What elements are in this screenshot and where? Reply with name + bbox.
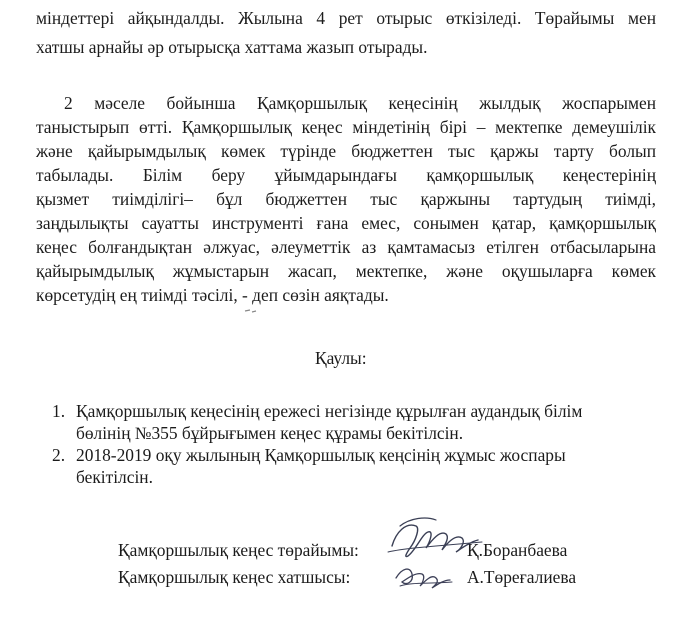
paragraph-line: кеңес болғандықтан әлжуас, әлеуметтік аз қамтамасыз етілген отбасыларына xyxy=(36,237,656,257)
secretary-role-label: Қамқоршылық кеңес хатшысы: xyxy=(118,567,351,587)
paragraph-line: көрсетудің ең тиімді тәсілі, - деп сөзін аяқтады. xyxy=(36,285,389,305)
list-item-line: бекітілсін. xyxy=(76,467,153,487)
secretary-handwritten-signature xyxy=(392,560,456,594)
list-number: 1. xyxy=(52,401,66,421)
list-item-line: Қамқоршылық кеңесінің ережесі негізінде құрылған аудандық білім xyxy=(76,401,583,421)
paragraph-line: таныстырып өтті. Қамқоршылық кеңес міндетінің бірі – мектепке демеушілік xyxy=(36,117,656,137)
paragraph-line: және қайырымдылық көмек түрінде бюджеттен тыс қаржы тарту болып xyxy=(36,141,656,161)
paragraph-line: заңдылықты сауатты инструменті ғана емес, сонымен қатар, қамқоршылық xyxy=(36,213,656,233)
list-item-line: 2018-2019 оқу жылының Қамқоршылық кеңсінің жұмыс жоспары xyxy=(76,445,566,465)
chair-role-label: Қамқоршылық кеңес төрайымы: xyxy=(118,540,359,560)
secretary-name: А.Төреғалиева xyxy=(467,567,577,587)
paragraph-line: міндеттері айқындалды. Жылына 4 рет отырыс өткізіледі. Төрайымы мен xyxy=(36,8,656,28)
paragraph-line: қызмет тиімділігі– бұл бюджеттен тыс қаржыны тартудың тиімді, xyxy=(36,189,656,209)
paragraph-line: табылады. Білім беру ұйымдарындағы қамқоршылық кеңестерінің xyxy=(36,165,656,185)
chair-name: Қ.Боранбаева xyxy=(467,540,568,560)
scan-speck xyxy=(244,308,258,314)
paragraph-line: қайырымдылық жұмыстарын жасап, мектепке, және оқушыларға көмек xyxy=(36,261,656,281)
list-item-line: бөлінің №355 бұйрығымен кеңес құрамы бекітілсін. xyxy=(76,423,464,443)
resolution-heading: Қаулы: xyxy=(315,348,367,368)
paragraph-line: 2 мәселе бойынша Қамқоршылық кеңесінің жылдық жоспарымен xyxy=(64,93,656,113)
chair-handwritten-signature xyxy=(386,512,486,564)
list-number: 2. xyxy=(52,445,66,465)
paragraph-line: хатшы арнайы әр отырысқа хаттама жазып отырады. xyxy=(36,37,428,57)
